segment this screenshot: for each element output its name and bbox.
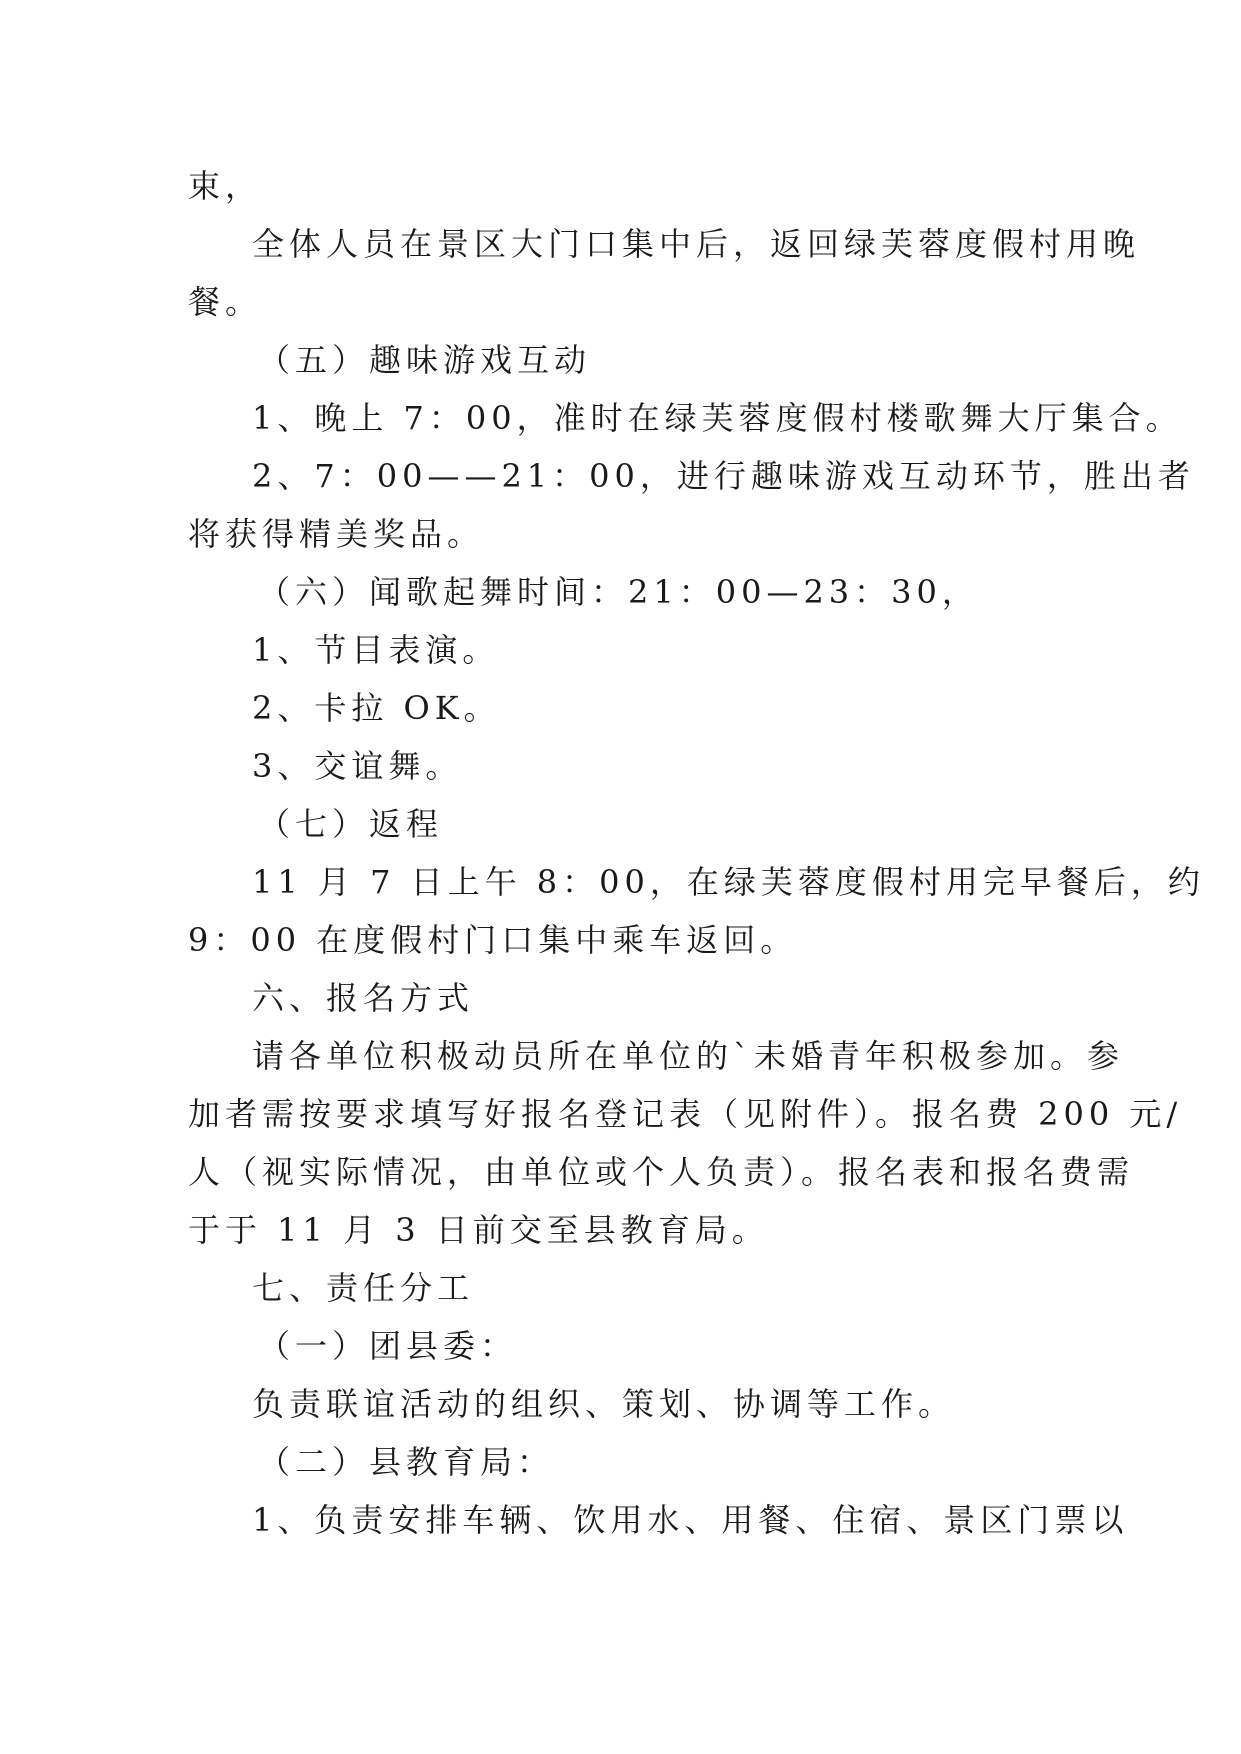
section-heading: 七、责任分工 [252,1269,475,1307]
text-line: 11 月 7 日上午 8：00，在绿芙蓉度假村用完早餐后，约 [252,863,1205,901]
text-line: 人（视实际情况，由单位或个人负责）。报名表和报名费需 [188,1153,1135,1191]
section-heading: （一）团县委： [258,1327,518,1365]
section-heading: （二）县教育局： [258,1443,555,1481]
text-line: 3、交谊舞。 [252,747,463,785]
text-line: 于于 11 月 3 日前交至县教育局。 [188,1211,769,1249]
text-line: 1、负责安排车辆、饮用水、用餐、住宿、景区门票以 [252,1501,1129,1539]
text-line: 束， [188,167,263,205]
text-line: 2、卡拉 OK。 [252,689,501,727]
text-line: 2、7：00——21：00，进行趣味游戏互动环节，胜出者 [252,457,1195,495]
text-line: 将获得精美奖品。 [188,515,485,553]
section-heading: 六、报名方式 [252,979,475,1017]
section-heading: （五）趣味游戏互动 [258,341,592,379]
text-line: 全体人员在景区大门口集中后，返回绿芙蓉度假村用晚 [252,225,1141,263]
text-line: 餐。 [188,283,263,321]
text-line: 1、晚上 7：00，准时在绿芙蓉度假村楼歌舞大厅集合。 [252,399,1183,437]
section-heading: （六）闻歌起舞时间：21：00—23：30， [258,573,979,611]
text-line: 9：00 在度假村门口集中乘车返回。 [188,921,798,959]
section-heading: （七）返程 [258,805,444,843]
text-line: 负责联谊活动的组织、策划、协调等工作。 [252,1385,956,1423]
text-line: 1、节目表演。 [252,631,500,669]
text-line: 请各单位积极动员所在单位的`未婚青年积极参加。参 [252,1037,1125,1075]
text-line: 加者需按要求填写好报名登记表（见附件）。报名费 200 元/ [188,1095,1183,1133]
